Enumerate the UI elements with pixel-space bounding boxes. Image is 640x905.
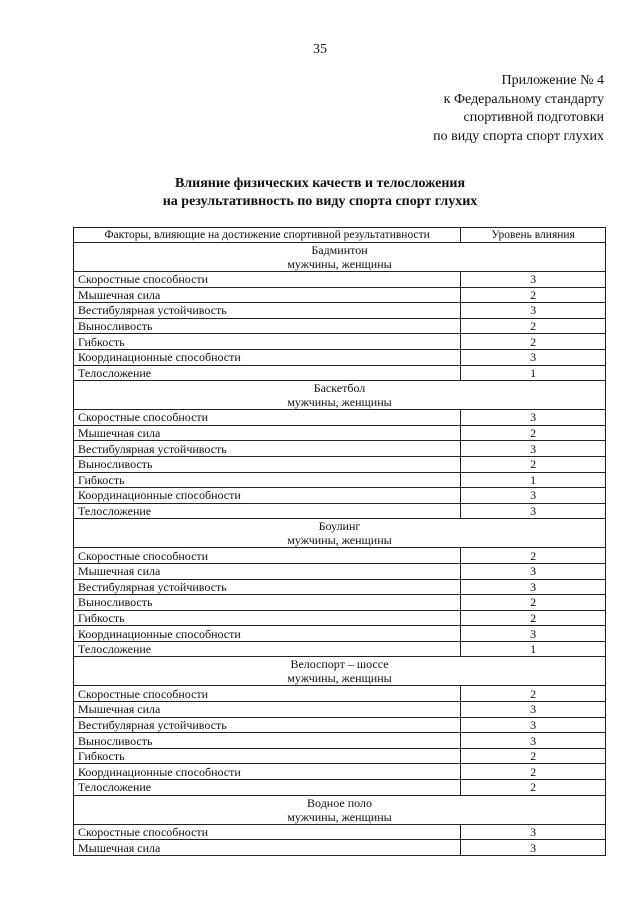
table-row (74, 410, 606, 426)
factor-name-cell: Гибкость (74, 748, 461, 764)
factor-level-cell: 3 (461, 717, 606, 733)
factors-table (73, 227, 606, 856)
sport-gender: мужчины, женщины (287, 671, 392, 686)
sport-gender: мужчины, женщины (287, 395, 392, 410)
factor-name-cell: Вестибулярная устойчивость (74, 579, 461, 595)
page-number: 35 (313, 42, 327, 57)
table-row (74, 610, 606, 626)
table-row (74, 272, 606, 288)
table-row (74, 626, 606, 642)
factor-level-cell: 3 (461, 733, 606, 749)
table-row (74, 563, 606, 579)
table-row (74, 472, 606, 488)
factor-level-cell: 2 (461, 548, 606, 564)
factor-name-cell: Скоростные способности (74, 686, 461, 702)
factor-name-cell: Гибкость (74, 472, 461, 488)
table-row (74, 425, 606, 441)
factor-level-cell: 2 (461, 595, 606, 611)
factor-level-cell: 3 (461, 824, 606, 840)
sport-header-cell (74, 381, 606, 410)
table-row (74, 303, 606, 319)
factor-name-cell: Скоростные способности (74, 548, 461, 564)
table-row (74, 733, 606, 749)
table-row (74, 641, 606, 657)
factor-level-cell: 2 (461, 318, 606, 334)
table-row (74, 334, 606, 350)
title-line-1: Влияние физических качеств и телосложения (174, 176, 466, 191)
sport-name: Боулинг (318, 519, 361, 534)
table-row (74, 488, 606, 504)
table-row (74, 764, 606, 780)
factor-name-cell: Скоростные способности (74, 272, 461, 288)
table-row (74, 456, 606, 472)
table-row (74, 287, 606, 303)
table-row (74, 686, 606, 702)
factor-name-cell: Мышечная сила (74, 840, 461, 856)
factor-level-cell: 3 (461, 579, 606, 595)
factor-level-cell: 3 (461, 626, 606, 642)
table-row (74, 595, 606, 611)
appendix-line-4: по виду спорта спорт глухих (433, 128, 604, 144)
sport-name: Баскетбол (313, 381, 366, 396)
table-row (74, 702, 606, 718)
factor-name-cell: Мышечная сила (74, 563, 461, 579)
factor-name-cell: Координационные способности (74, 488, 461, 504)
factor-name-cell: Мышечная сила (74, 287, 461, 303)
factor-level-cell: 2 (461, 610, 606, 626)
sport-header-cell (74, 243, 606, 272)
appendix-note (433, 72, 604, 146)
factor-level-cell: 3 (461, 349, 606, 365)
appendix-line-1: Приложение № 4 (501, 73, 604, 88)
table-row (74, 717, 606, 733)
title-line-2: на результативность по виду спорта спорт глухих (162, 194, 478, 209)
factor-level-cell: 2 (461, 780, 606, 796)
sport-header-cell (74, 795, 606, 824)
sport-gender: мужчины, женщины (287, 533, 392, 548)
factor-name-cell: Выносливость (74, 318, 461, 334)
table-body (74, 243, 606, 856)
factor-level-cell: 2 (461, 686, 606, 702)
factor-level-cell: 3 (461, 563, 606, 579)
sport-name: Бадминтон (311, 243, 368, 257)
factor-level-cell: 1 (461, 472, 606, 488)
sport-gender: мужчины, женщины (287, 809, 392, 824)
factor-level-cell: 3 (461, 840, 606, 856)
factor-level-cell: 3 (461, 272, 606, 288)
factor-level-cell: 1 (461, 641, 606, 657)
table-row (74, 548, 606, 564)
factor-level-cell: 3 (461, 702, 606, 718)
factor-level-cell: 1 (461, 365, 606, 381)
factor-name-cell: Вестибулярная устойчивость (74, 441, 461, 457)
factor-name-cell: Скоростные способности (74, 410, 461, 426)
sport-section-header (74, 519, 606, 548)
table-row (74, 441, 606, 457)
sport-section-header (74, 381, 606, 410)
sport-header-cell (74, 657, 606, 686)
factor-name-cell: Выносливость (74, 595, 461, 611)
factor-name-cell: Гибкость (74, 334, 461, 350)
appendix-line-2: к Федеральному стандарту (443, 91, 604, 107)
sport-section-header (74, 657, 606, 686)
factor-level-cell: 3 (461, 503, 606, 519)
factor-name-cell: Телосложение (74, 641, 461, 657)
table-row (74, 824, 606, 840)
header-factors: Факторы, влияющие на достижение спортивной результативности (74, 228, 461, 243)
factor-name-cell: Скоростные способности (74, 824, 461, 840)
factor-level-cell: 2 (461, 456, 606, 472)
factor-name-cell: Телосложение (74, 365, 461, 381)
factor-level-cell: 3 (461, 488, 606, 504)
factor-name-cell: Телосложение (74, 503, 461, 519)
table-row (74, 349, 606, 365)
factor-level-cell: 3 (461, 303, 606, 319)
factor-level-cell: 2 (461, 287, 606, 303)
factor-level-cell: 2 (461, 425, 606, 441)
table-row (74, 318, 606, 334)
factor-level-cell: 2 (461, 748, 606, 764)
appendix-line-3: спортивной подготовки (463, 110, 604, 125)
factor-name-cell: Выносливость (74, 733, 461, 749)
header-level: Уровень влияния (461, 228, 606, 243)
table-header-row (74, 228, 606, 243)
table-row (74, 780, 606, 796)
sport-name: Водное поло (307, 795, 372, 810)
table-row (74, 748, 606, 764)
factor-name-cell: Вестибулярная устойчивость (74, 303, 461, 319)
document-title (0, 175, 640, 211)
factor-name-cell: Мышечная сила (74, 425, 461, 441)
sport-section-header (74, 795, 606, 824)
table-row (74, 503, 606, 519)
factor-level-cell: 2 (461, 764, 606, 780)
factor-name-cell: Мышечная сила (74, 702, 461, 718)
factor-level-cell: 3 (461, 441, 606, 457)
factor-name-cell: Координационные способности (74, 626, 461, 642)
factor-name-cell: Гибкость (74, 610, 461, 626)
table-row (74, 840, 606, 856)
factor-name-cell: Координационные способности (74, 764, 461, 780)
factor-name-cell: Вестибулярная устойчивость (74, 717, 461, 733)
sport-gender: мужчины, женщины (287, 257, 392, 271)
sport-section-header (74, 243, 606, 272)
table-row (74, 365, 606, 381)
factor-name-cell: Координационные способности (74, 349, 461, 365)
factor-name-cell: Выносливость (74, 456, 461, 472)
sport-header-cell (74, 519, 606, 548)
factor-level-cell: 3 (461, 410, 606, 426)
factor-name-cell: Телосложение (74, 780, 461, 796)
factor-level-cell: 2 (461, 334, 606, 350)
sport-name: Велоспорт – шоссе (290, 657, 389, 672)
table-row (74, 579, 606, 595)
